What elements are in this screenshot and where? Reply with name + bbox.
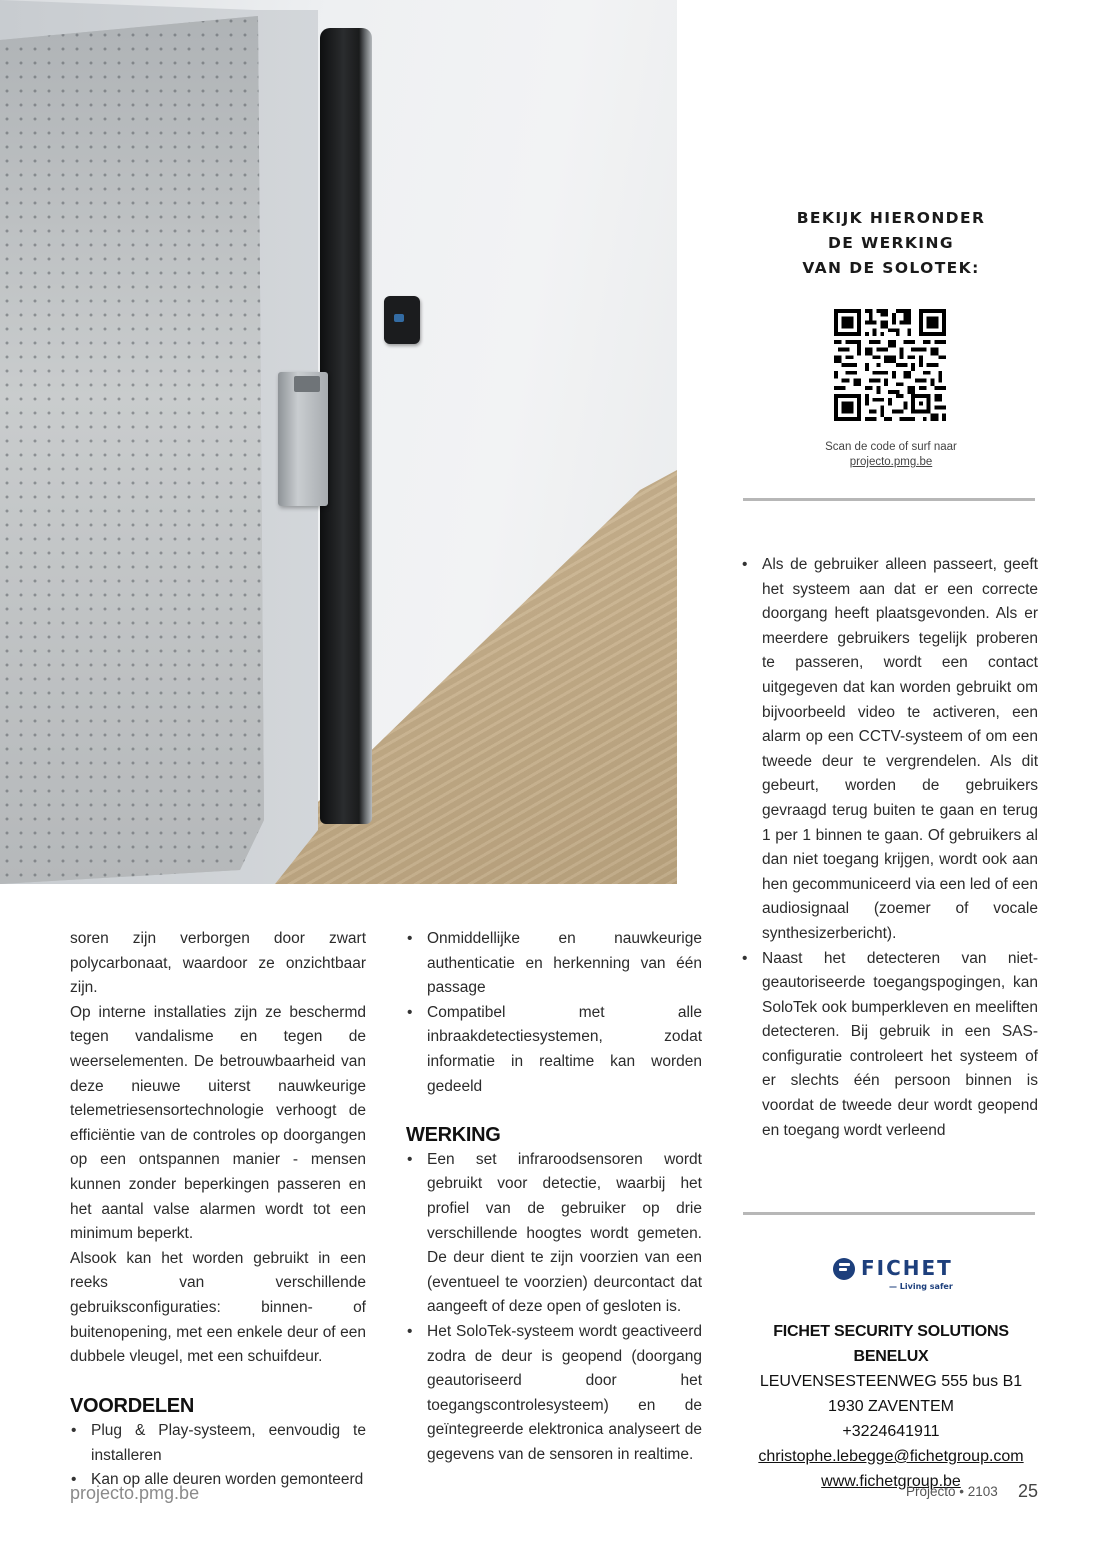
- bullet-item: • Kan op alle deuren worden gemonteerd: [70, 1468, 366, 1493]
- product-photo: [0, 0, 677, 884]
- contact-block: [736, 1319, 1046, 1494]
- qr-title-line: DE WERKING: [828, 234, 954, 252]
- contact-website-link[interactable]: www.fichetgroup.be: [821, 1473, 961, 1490]
- divider-bottom: [743, 1212, 1035, 1215]
- contact-phone: +3224641911: [842, 1423, 940, 1440]
- section-heading-werking: WERKING: [406, 1124, 501, 1147]
- contact-email-link[interactable]: christophe.lebegge@fichetgroup.com: [758, 1448, 1024, 1465]
- photo-door-lock: [278, 372, 328, 506]
- contact-city: 1930 ZAVENTEM: [828, 1398, 954, 1415]
- column-right: [741, 553, 1038, 1143]
- divider-top: [743, 498, 1035, 501]
- qr-title: [756, 206, 1026, 281]
- fichet-logo-word: FICHET: [861, 1256, 953, 1280]
- qr-code[interactable]: [834, 309, 946, 421]
- bullet-item: • Een set infraroodsensoren wordt gebruikt voor detectie, waarbij het profiel van de gebruiker op drie verschillende hoogtes wordt gemeten. De deur dient te zijn voorzien van een (eventueel te voorzien) deurcontact dat aangeeft of deze open of gesloten is.: [406, 1148, 702, 1320]
- bullet-item: • Plug & Play-systeem, eenvoudig te installeren: [70, 1419, 366, 1468]
- qr-caption: [756, 440, 1026, 470]
- qr-title-line: BEKIJK HIERONDER: [796, 209, 986, 227]
- column-middle: [406, 927, 702, 1467]
- qr-caption-link[interactable]: projecto.pmg.be: [849, 456, 933, 468]
- column-left: [70, 927, 366, 1493]
- body-paragraph: Alsook kan het worden gebruikt in een reeks van verschillende gebruiksconfiguraties: binnen- of buitenopening, met een enkele deur of een dubbele vleugel, met een schuifdeur.: [70, 1249, 366, 1366]
- bullet-item: • Naast het detecteren van niet-geautoriseerde toegangspogingen, kan SoloTek ook bumperkleven en meeliften detecteren. Bij gebruik in een SAS-configuratie controleert het systeem of er slechts één persoon binnen is voordat de tweede deur wordt geopend en toegang wordt verleend: [741, 947, 1038, 1144]
- bullet-item: • Compatibel met alle inbraakdetectiesystemen, zodat informatie in realtime kan worden gedeeld: [406, 1001, 702, 1099]
- contact-company: FICHET SECURITY SOLUTIONS BENELUX: [773, 1323, 1009, 1365]
- photo-badge-reader: [384, 296, 420, 344]
- fichet-logo: [833, 1256, 951, 1296]
- bullet-item: • Het SoloTek-systeem wordt geactiveerd zodra de deur is geopend (doorgang geautoriseerd door het toegangscontrolesysteem) en de geïntegreerde elektronica analyseert de gegevens van de sensoren in realtime.: [406, 1320, 702, 1468]
- page-number: 25: [1018, 1481, 1039, 1501]
- qr-caption-text: Scan de code of surf naar: [825, 441, 957, 453]
- fichet-logo-icon: [833, 1258, 855, 1280]
- bullet-item: • Onmiddellijke en nauwkeurige authenticatie en herkenning van één passage: [406, 927, 702, 1001]
- footer-site[interactable]: projecto.pmg.be: [70, 1483, 200, 1503]
- qr-title-line: VAN DE SOLOTEK:: [802, 259, 980, 277]
- fichet-logo-tagline: — Living safer: [889, 1282, 953, 1291]
- body-paragraph: Op interne installaties zijn ze beschermd tegen vandalisme en tegen de weerselementen. De betrouwbaarheid van deze nieuwe uiterst nauwkeurige telemetriesensortechnologie verhoogt de efficiëntie van de controles op doorgangen op een ontspannen manier - mensen kunnen zonder beperkingen passeren en het aantal valse alarmen wordt tot een minimum beperkt.: [70, 1003, 366, 1243]
- footer-issue: Projecto • 2103: [906, 1484, 998, 1499]
- section-heading-voordelen: VOORDELEN: [70, 1394, 194, 1417]
- contact-street: LEUVENSESTEENWEG 555 bus B1: [759, 1373, 1023, 1390]
- body-paragraph: soren zijn verborgen door zwart polycarbonaat, waardoor ze onzichtbaar zijn.: [70, 930, 366, 997]
- bullet-item: • Als de gebruiker alleen passeert, geeft het systeem aan dat er een correcte doorgang heeft plaatsgevonden. Als er meerdere gebruikers tegelijk proberen te passeren, wordt een contact uitgegeven dat kan worden gebruikt om bijvoorbeeld video te activeren, een alarm op een CCTV-systeem of om een tweede deur te vergrendelen. Als dit gebeurt, worden de gebruikers gevraagd terug buiten te gaan en terug 1 per 1 binnen te gaan. Of gebruikers al dan niet toegang krijgen, wordt ook aan hen gecommuniceerd via een led of een audiosignaal (zoemer of vocale synthesizerbericht).: [741, 553, 1038, 947]
